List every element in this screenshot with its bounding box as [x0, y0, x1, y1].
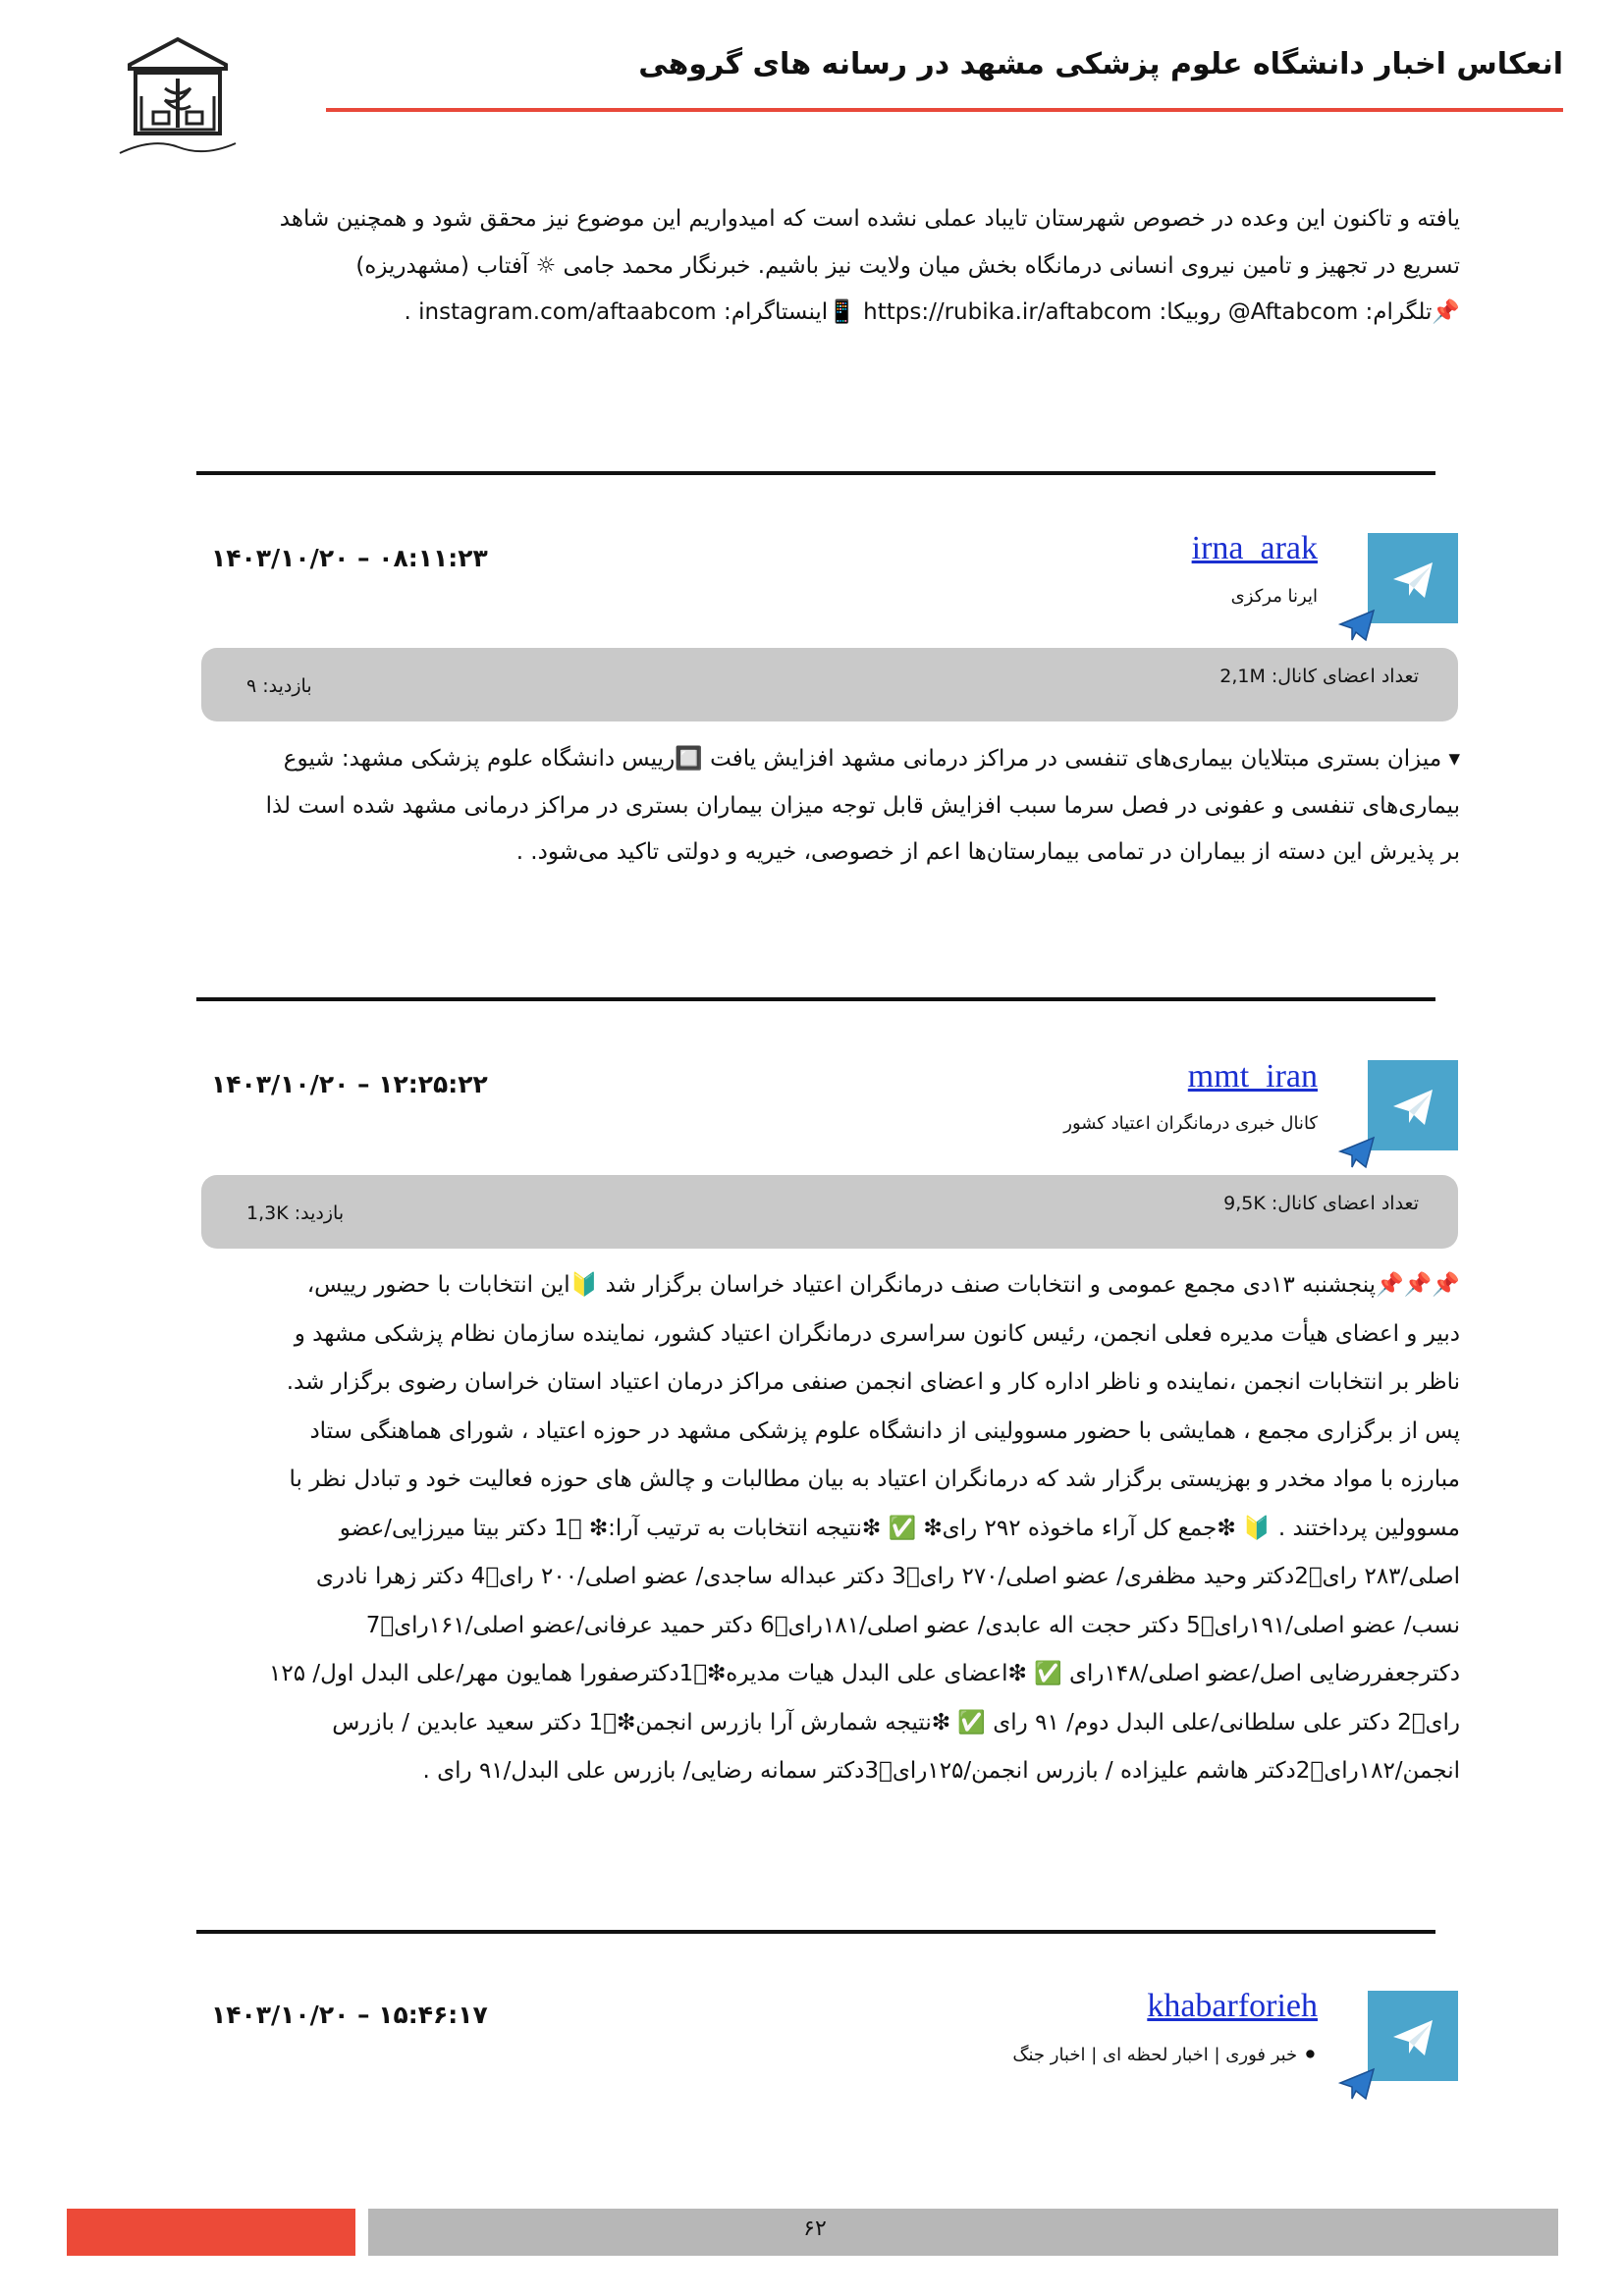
- members-count: تعداد اعضای کانال: 9,5K: [1223, 1193, 1419, 1214]
- telegram-icon: [1368, 533, 1458, 623]
- page-number: ۶۲: [803, 2216, 827, 2241]
- paragraph-line: ناظر بر انتخابات انجمن ،نماینده و ناظر اداره کار و اعضای انجمن صنفی مراکز درمان اعتیاد استان خراسان رضوی برگزار شد.: [286, 1369, 1460, 1395]
- channel-description: ایرنا مرکزی: [1230, 586, 1318, 607]
- post-body: [201, 1261, 1460, 1796]
- paragraph-line: ▾ میزان بستری مبتلایان بیماری‌های تنفسی در مراکز درمانی مشهد افزایش یافت 🔲رییس دانشگاه علوم پزشکی مشهد: شیوع: [283, 746, 1460, 772]
- paragraph-line: اصلی/۲۸۳ رای2⃣دکتر وحید مظفری/ عضو اصلی/۲۷۰ رای3⃣ دکتر عبداله ساجدی/ عضو اصلی/۲۰۰ رای4⃣ دکتر زهرا نادری: [315, 1564, 1460, 1589]
- paragraph-line: رای2⃣ دکتر علی سلطانی/علی البدل دوم/ ۹۱ رای ✅ ❇نتیجه شمارش آرا بازرس انجمن❇1⃣ دکتر سعید عابدین / بازرس: [332, 1709, 1460, 1735]
- telegram-icon: [1368, 1991, 1458, 2081]
- paragraph-line: مبارزه با مواد مخدر و بهزیستی برگزار شد که درمانگران اعتیاد به بیان مطالبات و چالش های حوزه فعالیت خود و تبادل نظر با: [289, 1467, 1460, 1492]
- paragraph-line: دکترجعفررضایی اصل/عضو اصلی/۱۴۸رای ✅ ❇اعضای علی البدل هیات مدیره❇1⃣دکترصفورا همایون مهر/علی البدل اول/ ۱۲۵: [269, 1661, 1460, 1686]
- paragraph-line: تسریع در تجهیز و تامین نیروی انسانی درمانگاه بخش میان ولایت نیز باشیم. خبرنگار محمد جامی ☼ آفتاب (مشهدریزه): [355, 252, 1460, 279]
- header-rule: [326, 108, 1563, 112]
- views-count: بازدید: 1,3K: [246, 1202, 345, 1224]
- post-body: [201, 736, 1460, 877]
- footer-accent-bar: [67, 2209, 355, 2256]
- telegram-icon: [1368, 1060, 1458, 1150]
- channel-description: ⚫ خبر فوری | اخبار لحظه ای | اخبار جنگ: [1012, 2045, 1318, 2065]
- paragraph-line: بیماری‌های تنفسی و عفونی در فصل سرما سبب افزایش قابل توجه میزان بیماران بستری در مراکز درمانی مشهد شده است لذا: [265, 792, 1460, 819]
- paragraph-line: نسب/ عضو اصلی/۱۹۱رای5⃣ دکتر حجت اله عابدی/ عضو اصلی/۱۸۱رای6⃣ دکتر حمید عرفانی/عضو اصلی/۱۶۱رای7⃣: [365, 1612, 1460, 1638]
- paragraph-line: 📌تلگرام: Aftabcom@ روبیکا: https://rubika.ir/aftabcom 📱اینستاگرام: instagram.com/aftaabcom .: [404, 299, 1460, 325]
- paragraph-line: انجمن/۱۸۲رای2⃣دکتر هاشم علیزاده / بازرس انجمن/۱۲۵رای3⃣دکتر سمانه رضایی/ بازرس علی البدل/۹۱ رای .: [422, 1758, 1460, 1784]
- stats-bar: [201, 648, 1458, 721]
- section-divider: [196, 471, 1435, 475]
- channel-link[interactable]: mmt_iran: [1187, 1058, 1318, 1095]
- footer-bar: [368, 2209, 1558, 2256]
- paragraph-line: یافته و تاکنون این وعده در خصوص شهرستان تایباد عملی نشده است که امیدواریم این موضوع نیز محقق شود و همچنین شاهد: [279, 206, 1460, 232]
- intro-paragraph: [201, 196, 1460, 337]
- post-timestamp: ۱۵:۴۶:۱۷ – ۱۴۰۳/۱۰/۲۰: [211, 2001, 488, 2029]
- channel-link[interactable]: khabarforieh: [1147, 1988, 1318, 2024]
- paragraph-line: 📌📌📌پنجشنبه ۱۳دی مجمع عمومی و انتخابات صنف درمانگران اعتیاد خراسان برگزار شد 🔰این انتخابات با حضور رییس،: [306, 1272, 1460, 1298]
- telegram-mini-icon: [1338, 609, 1376, 642]
- stats-bar: [201, 1175, 1458, 1249]
- paragraph-line: پس از برگزاری مجمع ، همایشی با حضور مسوولینی از دانشگاه علوم پزشکی مشهد در حوزه اعتیاد ، شورای هماهنگی ستاد: [309, 1417, 1460, 1444]
- paragraph-line: بر پذیرش این دسته از بیماران در تمامی بیمارستان‌ها اعم از خصوصی، خیریه و دولتی تاکید می‌شود. .: [515, 839, 1460, 865]
- telegram-mini-icon: [1338, 2067, 1376, 2101]
- post-timestamp: ۰۸:۱۱:۲۳ – ۱۴۰۳/۱۰/۲۰: [211, 544, 488, 572]
- paragraph-line: دبیر و اعضای هیأت مدیره فعلی انجمن، رئیس کانون سراسری درمانگران اعتیاد کشور، نماینده سازمان نظام پزشکی مشهد و: [294, 1320, 1460, 1347]
- page-header-title: انعکاس اخبار دانشگاه علوم پزشکی مشهد در رسانه های گروهی: [638, 47, 1563, 81]
- telegram-mini-icon: [1338, 1136, 1376, 1169]
- section-divider: [196, 1930, 1435, 1934]
- views-count: بازدید: ۹: [246, 675, 312, 697]
- channel-link[interactable]: irna_arak: [1191, 530, 1318, 566]
- paragraph-line: مسوولین پرداختند . 🔰 ❇جمع کل آراء ماخوذه ۲۹۲ رای❇ ✅ ❇نتیجه انتخابات به ترتیب آرا:❇ 1⃣ دکتر بیتا میرزایی/عضو: [339, 1515, 1460, 1541]
- post-timestamp: ۱۲:۲۵:۲۲ – ۱۴۰۳/۱۰/۲۰: [211, 1070, 488, 1098]
- university-logo: [114, 35, 242, 167]
- section-divider: [196, 997, 1435, 1001]
- channel-description: کانال خبری درمانگران اعتیاد کشور: [1063, 1113, 1318, 1134]
- members-count: تعداد اعضای کانال: 2,1M: [1219, 666, 1419, 687]
